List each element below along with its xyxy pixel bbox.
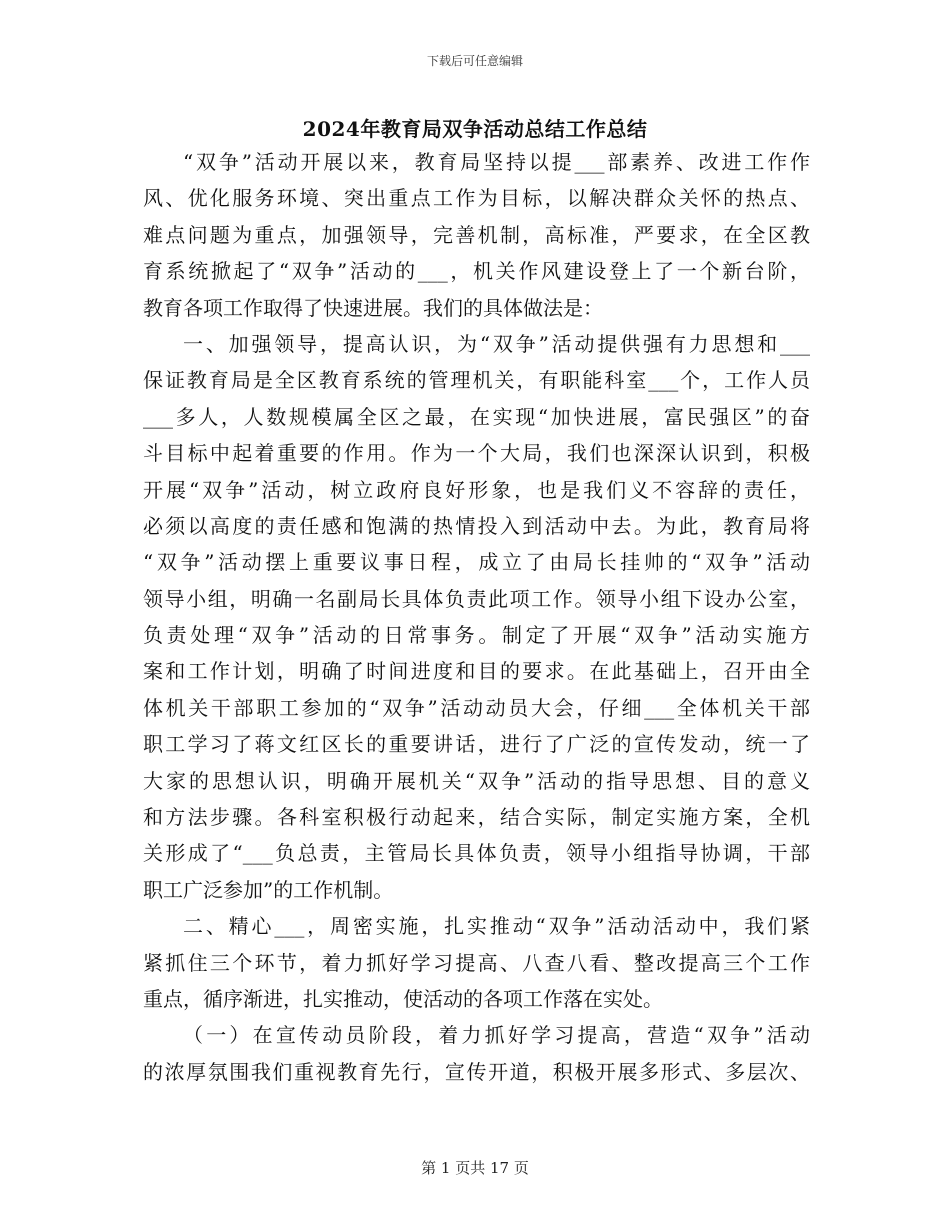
- text-line: 的浓厚氛围我们重视教育先行，宣传开道，积极开展多形式、多层次、: [143, 1059, 810, 1084]
- text-line: “双争”活动开展以来，教育局坚持以提___部素养、改进工作作: [183, 150, 810, 174]
- text-line: 二、精心___，周密实施，扎实推动“双争”活动活动中，我们紧: [183, 914, 810, 939]
- text-line: 开展“双争”活动，树立政府良好形象，也是我们义不容辞的责任，: [143, 477, 810, 502]
- text-line: 负责处理“双争”活动的日常事务。制定了开展“双争”活动实施方: [143, 623, 810, 648]
- paragraph-section-two: [143, 908, 810, 1017]
- text-line: 和方法步骤。各科室积极行动起来，结合实际，制定实施方案，全机: [143, 805, 810, 830]
- text-line: 大家的思想认识，明确开展机关“双争”活动的指导思想、目的意义: [143, 768, 810, 793]
- text-line: 风、优化服务环境、突出重点工作为目标，以解决群众关怀的热点、: [143, 186, 810, 211]
- paragraph-section-one: [143, 326, 810, 908]
- text-line: 紧抓住三个环节，着力抓好学习提高、八查八看、整改提高三个工作: [143, 950, 810, 975]
- text-line: 保证教育局是全区教育系统的管理机关，有职能科室___个，工作人员: [143, 368, 810, 393]
- text-line: 领导小组，明确一名副局长具体负责此项工作。领导小组下设办公室，: [143, 586, 810, 611]
- text-line: 体机关干部职工参加的“双争”活动动员大会，仔细___全体机关干部: [143, 695, 810, 720]
- text-line: ___多人，人数规模属全区之最，在实现“加快进展，富民强区”的奋: [143, 404, 810, 429]
- page-number: 第 1 页共 17 页: [421, 1159, 529, 1177]
- text-line: 育系统掀起了“双争”活动的___，机关作风建设登上了一个新台阶，: [143, 259, 810, 284]
- text-line: 斗目标中起着重要的作用。作为一个大局，我们也深深认识到，积极: [143, 441, 810, 466]
- paragraph-subsection-one: [143, 1017, 810, 1090]
- page-header-note: 下载后可任意编辑: [426, 54, 523, 68]
- text-line: 案和工作计划，明确了时间进度和目的要求。在此基础上，召开由全: [143, 659, 810, 684]
- text-line: 关形成了“___负总责，主管局长具体负责，领导小组指导协调，干部: [143, 841, 810, 866]
- text-line: 职工广泛参加”的工作机制。: [143, 877, 394, 902]
- text-line: 必须以高度的责任感和饱满的热情投入到活动中去。为此，教育局将: [143, 513, 810, 538]
- text-line: 重点，循序渐进，扎实推动，使活动的各项工作落在实处。: [143, 986, 663, 1011]
- text-line: （一）在宣传动员阶段，着力抓好学习提高，营造“双争”活动: [183, 1023, 810, 1048]
- text-line: 教育各项工作取得了快速进展。我们的具体做法是：: [143, 295, 603, 320]
- document-body: [143, 144, 810, 1090]
- text-line: 一、加强领导，提高认识，为“双争”活动提供强有力思想和___: [183, 331, 810, 356]
- paragraph-intro: [143, 144, 810, 326]
- text-line: “双争”活动摆上重要议事日程，成立了由局长挂帅的“双争”活动: [143, 550, 810, 575]
- text-line: 职工学习了蒋文红区长的重要讲话，进行了广泛的宣传发动，统一了: [143, 732, 810, 757]
- document-title: 2024年教育局双争活动总结工作总结: [302, 117, 648, 141]
- text-line: 难点问题为重点，加强领导，完善机制，高标准，严要求，在全区教: [143, 222, 810, 247]
